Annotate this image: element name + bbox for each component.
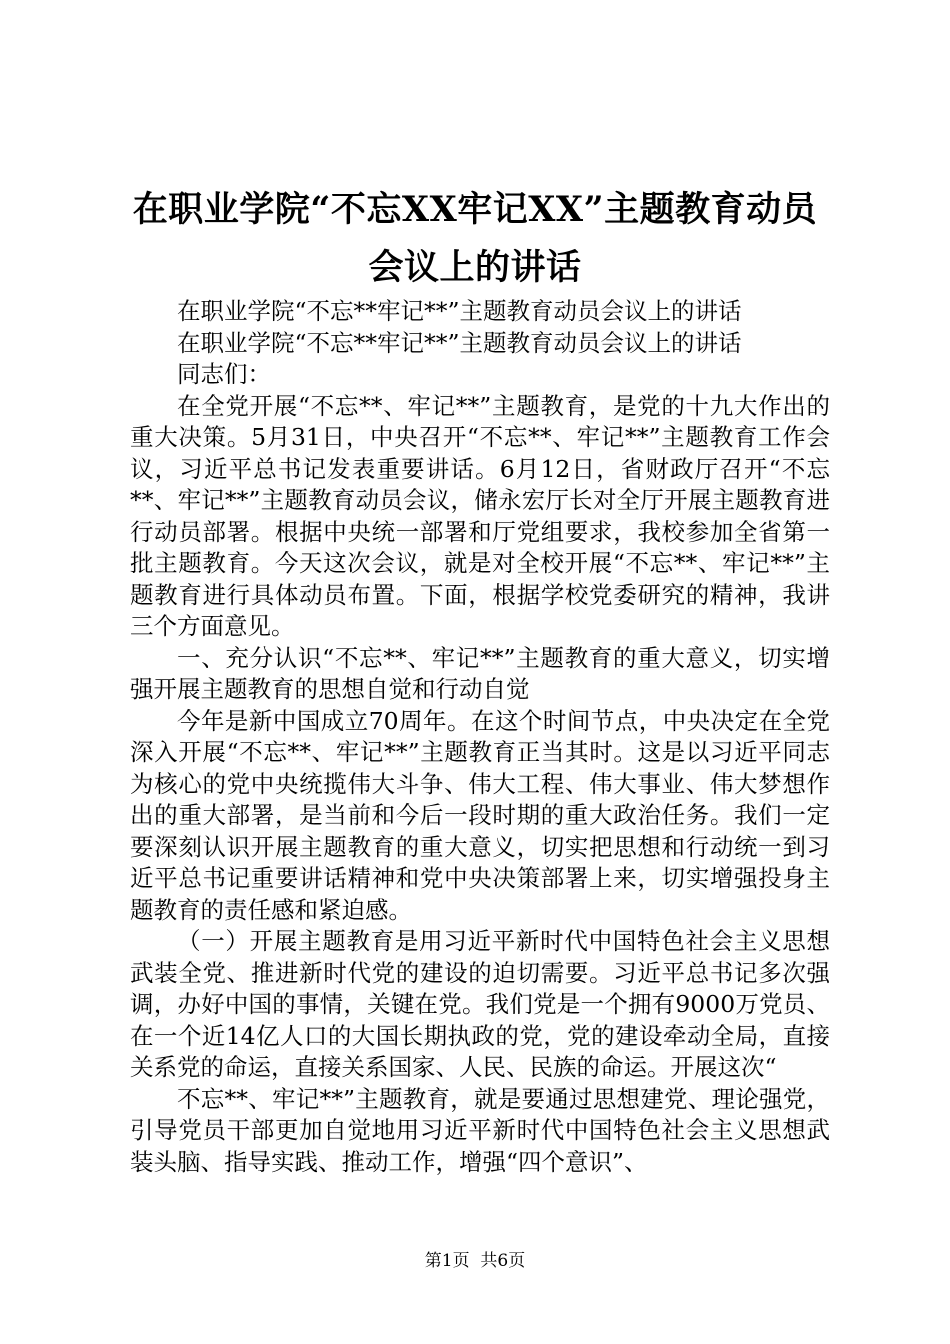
salutation: 同志们：: [177, 360, 271, 388]
page-footer: [0, 1246, 950, 1271]
document-title-line-2: 会议上的讲话: [368, 247, 582, 288]
paragraph: 在全党开展“不忘**、牢记**”主题教育，是党的十九大作出的重大决策。5月31日，中央召开“不忘**、牢记**”主题教育工作会议，习近平总书记发表重要讲话。6月12日，省财政厅召开“不忘**、牢记**”主题教育动员会议，储永宏厅长对全厅开展主题教育进行动员部署。根据中央统一部署和厅党组要求，我校参加全省第一批主题教育。今天这次会议，就是对全校开展“不忘**、牢记**”主题教育进行具体动员布置。下面，根据学校党委研究的精神，我讲三个方面意见。: [130, 391, 830, 640]
document-title-line-1: 在职业学院“不忘XX牢记XX”主题教育动员: [132, 189, 818, 230]
document-body: [130, 296, 830, 1178]
paragraph: 在职业学院“不忘**牢记**”主题教育动员会议上的讲话: [177, 328, 742, 357]
page-total: 共6页: [480, 1251, 526, 1271]
footer-separator: [470, 1251, 481, 1271]
paragraph: 今年是新中国成立70周年。在这个时间节点，中央决定在全党深入开展“不忘**、牢记**”主题教育正当其时。这是以习近平同志为核心的党中央统揽伟大斗争、伟大工程、伟大事业、伟大梦想作出的重大部署，是当前和今后一段时期的重大政治任务。我们一定要深刻认识开展主题教育的重大意义，切实把思想和行动统一到习近平总书记重要讲话精神和党中央决策部署上来，切实增强投身主题教育的责任感和紧迫感。: [130, 706, 830, 924]
paragraph: 在职业学院“不忘**牢记**”主题教育动员会议上的讲话: [177, 297, 742, 325]
paragraph: （一）开展主题教育是用习近平新时代中国特色社会主义思想武装全党、推进新时代党的建设的迫切需要。习近平总书记多次强调，办好中国的事情，关键在党。我们党是一个拥有9000万党员、在一个近14亿人口的大国长期执政的党，党的建设牵动全局，直接关系党的命运，直接关系国家、人民、民族的命运。开展这次“: [130, 927, 830, 1081]
paragraph: 不忘**、牢记**”主题教育，就是要通过思想建党、理论强党，引导党员干部更加自觉地用习近平新时代中国特色社会主义思想武装头脑、指导实践、推动工作，增强“四个意识”、: [130, 1084, 830, 1176]
page-number: 第1页: [424, 1251, 470, 1271]
section-heading: 一、充分认识“不忘**、牢记**”主题教育的重大意义，切实增强开展主题教育的思想自觉和行动自觉: [130, 643, 830, 703]
